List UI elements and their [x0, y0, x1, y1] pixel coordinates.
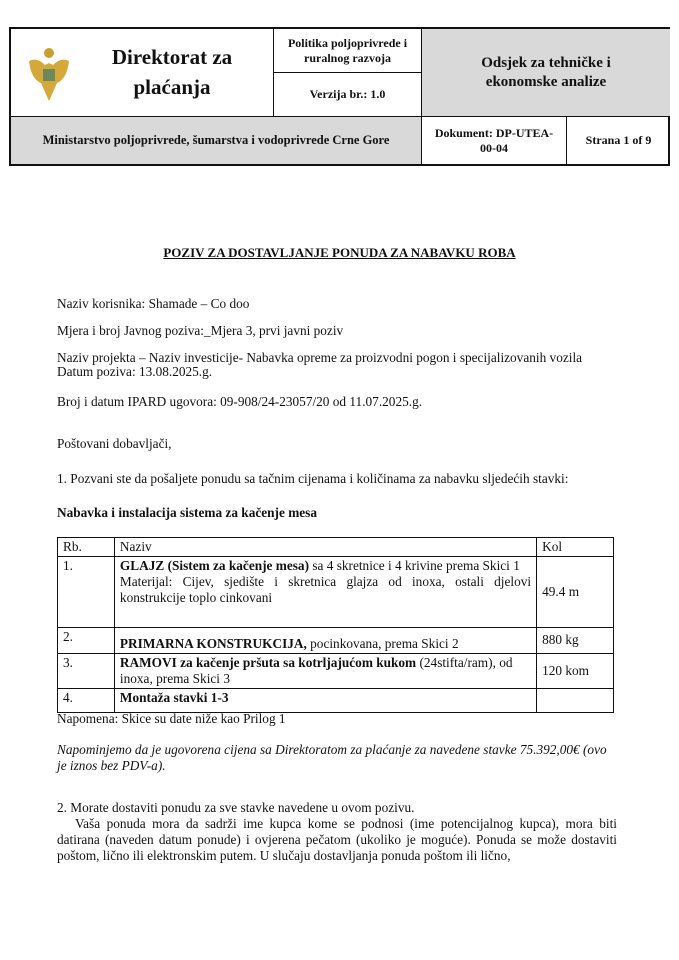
price-note: Napominjemo da je ugovorena cijena sa Direktoratom za plaćanje za navedene stavke 75.392,00€ (ovo je iznos bez PDV-a).	[57, 742, 607, 773]
call-number: Mjera i broj Javnog poziva:_Mjera 3, prvi javni poziv	[57, 323, 344, 338]
ipard-contract: Broj i datum IPARD ugovora: 09-908/24-23057/20 od 11.07.2025.g.	[57, 394, 423, 409]
department-cell	[422, 29, 670, 117]
project-name: Naziv projekta – Naziv investicije- Nabavka opreme za proizvodni pogon i specijalizovanih vozila	[57, 350, 583, 365]
row-quantity: 120 kom	[537, 653, 614, 688]
item-desc: pocinkovana, prema Skici 2	[306, 636, 459, 651]
item-title: Montaža stavki 1-3	[119, 689, 229, 705]
row-number: 1.	[58, 556, 115, 627]
item-title: PRIMARNA KONSTRUKCIJA,	[119, 636, 307, 651]
row-quantity	[537, 688, 614, 712]
document-header	[9, 27, 670, 166]
table-header-row	[58, 538, 614, 557]
row-number: 4.	[58, 688, 115, 712]
point-2: 2. Morate dostaviti ponudu za sve stavke navedene u ovom pozivu.	[57, 800, 415, 815]
org-cell	[11, 29, 274, 117]
table-row	[58, 688, 614, 712]
point-1: 1. Pozvani ste da pošaljete ponudu sa tačnim cijenama i količinama za nabavku sljedećih stavki:	[57, 471, 569, 486]
coat-of-arms-icon	[27, 45, 71, 103]
section-title: Nabavka i instalacija sistema za kačenje mesa	[57, 505, 318, 520]
call-date: Datum poziva: 13.08.2025.g.	[57, 364, 213, 379]
header-kol: Kol	[537, 538, 614, 557]
row-quantity: 880 kg	[537, 627, 614, 653]
row-name	[114, 627, 536, 653]
header-naziv: Naziv	[114, 538, 536, 557]
version-cell	[274, 73, 422, 117]
header-rb: Rb.	[58, 538, 115, 557]
item-material: Materijal: Cijev, sjedište i skretnica glajza od inoxa, ostali djelovi konstrukcije toplo cinkovani	[119, 573, 532, 605]
table-row	[58, 653, 614, 688]
row-name	[114, 556, 536, 627]
item-desc: (24stifta/ram), od inoxa, prema Skici 3	[119, 654, 513, 686]
item-title: GLAJZ (Sistem za kačenje mesa)	[119, 557, 309, 573]
version-text: Verzija br.: 1.0	[309, 87, 386, 101]
items-table	[57, 537, 614, 713]
table-row	[58, 556, 614, 627]
point-2-body: Vaša ponuda mora da sadrži ime kupca kome se podnosi (ime potencijalnog kupca), mora biti datirana (naveden datum ponude) i ovjerena pečatom (ukoliko je moguće). Ponuda se može dostaviti poštom, lično ili elektronskim putem. U slučaju dostavljanja ponuda poštom ili lično,	[57, 816, 617, 863]
document-cell	[422, 117, 567, 164]
document-number: Dokument: DP-UTEA-00-04	[434, 125, 554, 155]
department-text: Odsjek za tehničke i ekonomske analize	[481, 54, 611, 90]
row-quantity: 49.4 m	[537, 556, 614, 627]
note: Napomena: Skice su date niže kao Prilog 1	[57, 711, 286, 726]
page-cell	[567, 117, 670, 164]
row-number: 2.	[58, 627, 115, 653]
row-number: 3.	[58, 653, 115, 688]
page-number: Strana 1 of 9	[585, 133, 652, 147]
ministry-text: Ministarstvo poljoprivrede, šumarstva i vodoprivrede Crne Gore	[42, 132, 390, 147]
item-desc: sa 4 skretnice i 4 krivine prema Skici 1	[309, 557, 520, 573]
table-row	[58, 627, 614, 653]
beneficiary-name: Naziv korisnika: Shamade – Co doo	[57, 296, 250, 311]
row-name	[114, 688, 536, 712]
policy-cell	[274, 29, 422, 73]
greeting: Poštovani dobavljači,	[57, 436, 172, 451]
item-title: RAMOVI za kačenje pršuta sa kotrljajućom kukom	[119, 654, 417, 670]
ministry-cell	[11, 117, 422, 164]
document-title: POZIV ZA DOSTAVLJANJE PONUDA ZA NABAVKU ROBA	[163, 245, 516, 260]
row-name	[114, 653, 536, 688]
policy-text: Politika poljoprivrede i ruralnog razvoja	[287, 35, 408, 65]
org-title: Direktorat za plaćanja	[111, 45, 233, 99]
